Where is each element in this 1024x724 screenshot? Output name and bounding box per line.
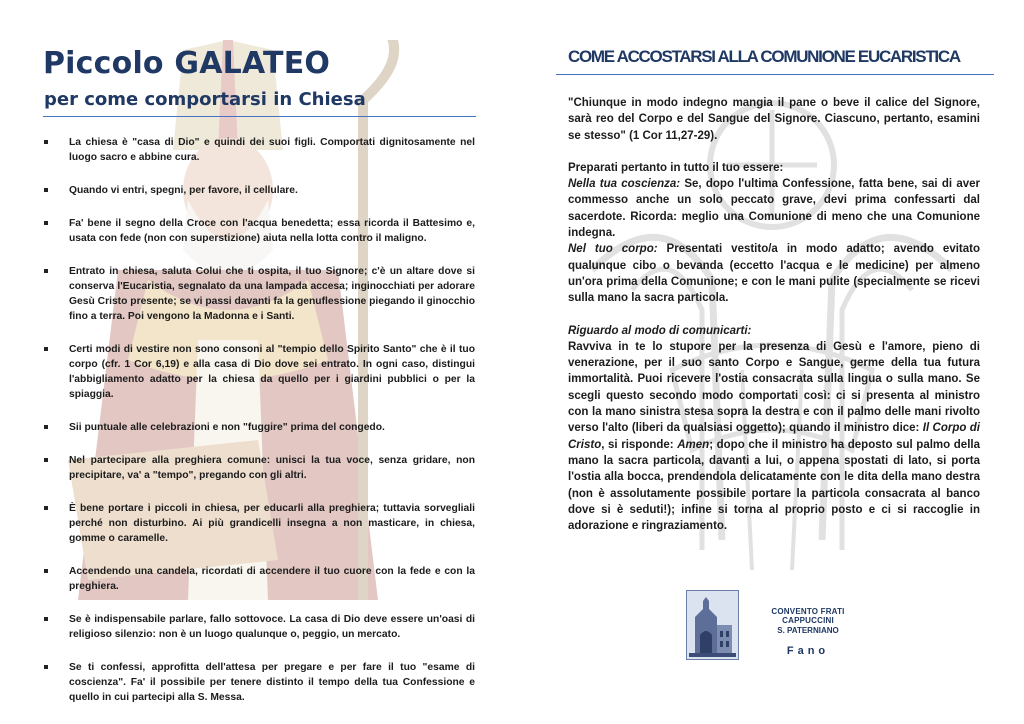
receive-paragraph	[568, 339, 980, 535]
bullet-icon	[44, 617, 48, 621]
convent-name: CONVENTO FRATI CAPPUCCINI	[771, 607, 845, 625]
list-item-text: Se ti confessi, approfitta dell'attesa per pregare e per fare il tuo "esame di coscienza". Fa' il possibile per tenere distinto il tempo della tua Confessione e quello in cui partecipi alla S. Messa.	[69, 662, 475, 703]
etiquette-list	[44, 135, 475, 723]
conscience-paragraph	[568, 176, 980, 241]
scripture-quote: "Chiunque in modo indegno mangia il pane o beve il calice del Signore, sarà reo del Corpo e del Sangue del Signore. Ciascuno, pertanto, esamini se stesso" (1 Cor 11,27-29).	[568, 97, 980, 142]
receive-text-1: Ravviva in te lo stupore per la presenza di Gesù e l'amore, pieno di venerazione, per il suo santo Corpo e Sangue, germe della tua futura immortalità. Puoi ricevere l'ostia consacrata sulla lingua o sulla mano. Se scegli questo secondo modo comportati così: ci si presenta al ministro con la mano sinistra stesa sopra la destra e con il palmo delle mani rivolto verso l'alto (liberi da qualsiasi oggetto); quando il ministro dice:	[568, 340, 980, 435]
list-item	[44, 420, 475, 435]
list-item-text: Se è indispensabile parlare, fallo sottovoce. La casa di Dio deve essere un'oasi di religioso silenzio: non è un luogo qualunque o, peggio, un mercato.	[69, 614, 475, 640]
list-item	[44, 135, 475, 165]
convent-location: S. PATERNIANO	[777, 626, 839, 635]
body-label: Nel tuo corpo:	[568, 243, 658, 256]
bullet-icon	[44, 506, 48, 510]
list-item	[44, 501, 475, 546]
convent-signature	[748, 607, 868, 657]
right-page	[512, 0, 1024, 724]
receive-heading-text: Riguardo al modo di comunicarti:	[568, 324, 752, 337]
list-item	[44, 216, 475, 246]
list-item	[44, 612, 475, 642]
bullet-icon	[44, 665, 48, 669]
receive-heading	[568, 323, 980, 339]
convent-logo-icon	[686, 590, 739, 660]
bullet-icon	[44, 569, 48, 573]
bullet-icon	[44, 269, 48, 273]
list-item-text: La chiesa è "casa di Dio" e quindi dei suoi figli. Comportati dignitosamente nel luogo sacro e abbine cura.	[69, 137, 475, 163]
list-item	[44, 564, 475, 594]
bullet-icon	[44, 221, 48, 225]
bullet-icon	[44, 347, 48, 351]
list-item-text: Certi modi di vestire non sono consoni al "tempio dello Spirito Santo" che è il tuo corpo (cfr. 1 Cor 6,19) e alla casa di Dio dove sei entrato. In ogni caso, distingui l'abbigliamento adatto per la chiesa da quello per i giardini pubblici o per la spiaggia.	[69, 344, 475, 400]
body-text: Presentati vestito/a in modo adatto; avendo evitato qualunque cibo o bevanda (eccetto l'acqua e le medicine) per almeno un'ora prima della Comunione; e con le mani pulite (specialmente se ricevi sulla mano la sacra particola.	[568, 243, 980, 305]
body-paragraph	[568, 241, 980, 306]
bullet-icon	[44, 188, 48, 192]
list-item-text: È bene portare i piccoli in chiesa, per educarli alla preghiera; tuttavia sorvegliali perché non disturbino. Ai più grandicelli insegna a non masticare, in chiesa, gomme o caramelle.	[69, 503, 475, 544]
bullet-icon	[44, 140, 48, 144]
conscience-text: Se, dopo l'ultima Confessione, fatta bene, sai di aver commesso anche un solo peccato grave, devi prima confessarti dal sacerdote. Ricorda: meglio una Comunione di meno che una Comunione indegna.	[568, 178, 980, 240]
preparation-intro: Preparati pertanto in tutto il tuo essere:	[568, 161, 784, 174]
list-item-text: Fa' bene il segno della Croce con l'acqua benedetta; essa ricorda il Battesimo e, usata con fede (non con superstizione) aiuta nella lotta contro il maligno.	[69, 218, 475, 244]
page-title: Piccolo GALATEO	[43, 46, 331, 81]
conscience-label: Nella tua coscienza:	[568, 178, 681, 191]
page-subtitle: per come comportarsi in Chiesa	[44, 89, 366, 110]
list-item	[44, 264, 475, 324]
bullet-icon	[44, 458, 48, 462]
list-item-text: Quando vi entri, spegni, per favore, il cellulare.	[69, 185, 298, 196]
list-item	[44, 453, 475, 483]
receive-text-3: ; dopo che il ministro ha deposto sul palmo della mano la sacra particola, davanti a lui, o appena spostati di lato, si porta l'ostia alla bocca, prendendola delicatamente con le dita della mano destra (non è assolutamente possibile portare la particola consacrata al banco dove si è seduti!); infine si torna al proprio posto e ci si raccoglie in adorazione e ringraziamento.	[568, 438, 980, 533]
list-item-text: Accendendo una candela, ricordati di accendere il tuo cuore con la fede e con la preghiera.	[69, 566, 475, 592]
receive-text-2: , si risponde:	[601, 438, 678, 451]
list-item-text: Entrato in chiesa, saluta Colui che ti ospita, il tuo Signore; c'è un altare dove si conserva l'Eucaristia, segnalato da una lampada accesa; inginocchiati per adorare Gesù Cristo presente; se vi passi davanti fa la genuflessione piegando il ginocchio fino a terra. Poi vengono la Madonna e i Santi.	[69, 266, 475, 322]
receive-italic-1: Il Corpo di Cristo	[568, 422, 980, 451]
list-item	[44, 660, 475, 705]
bullet-icon	[44, 425, 48, 429]
list-item	[44, 342, 475, 402]
title-divider	[556, 74, 994, 75]
list-item-text: Nel partecipare alla preghiera comune: unisci la tua voce, senza gridare, non precipitare, va' a "tempo", pregando con gli altri.	[69, 455, 475, 481]
receive-italic-2: Amen	[677, 438, 710, 451]
convent-city: Fano	[786, 645, 830, 657]
communion-text	[568, 95, 980, 534]
list-item	[44, 183, 475, 198]
spacer	[568, 144, 980, 160]
section-title: COME ACCOSTARSI ALLA COMUNIONE EUCARISTICA	[568, 47, 960, 66]
spacer	[568, 307, 980, 323]
list-item-text: Sii puntuale alle celebrazioni e non "fuggire" prima del congedo.	[69, 422, 385, 433]
title-divider	[43, 116, 476, 117]
